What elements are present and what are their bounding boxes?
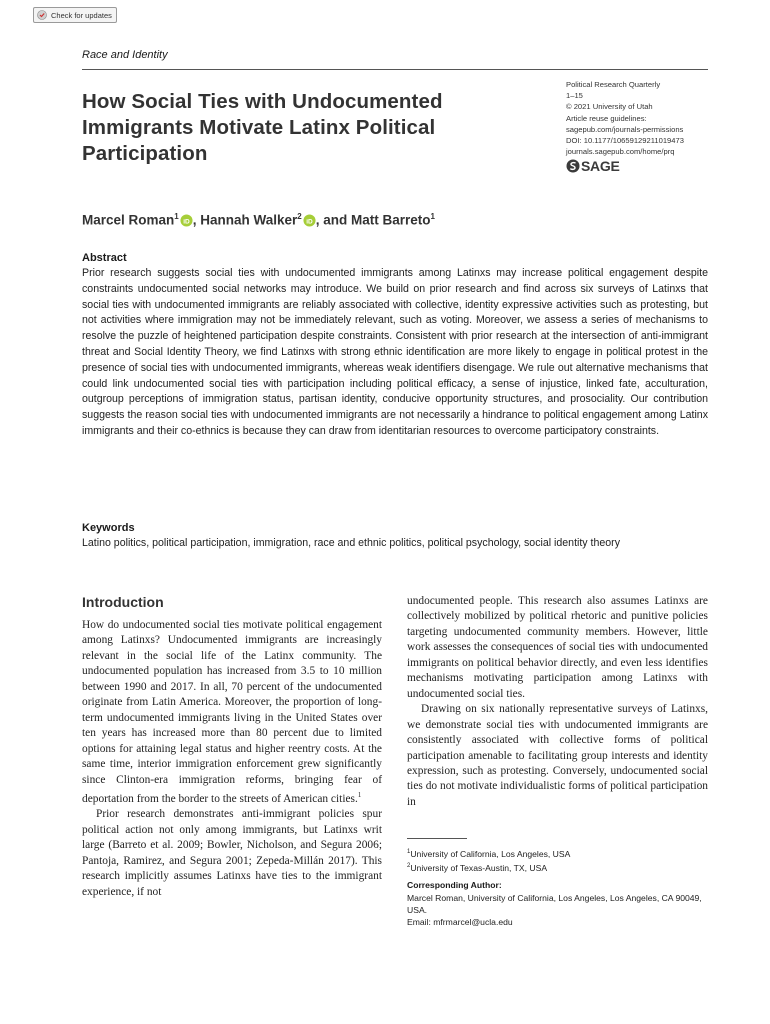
abstract-heading: Abstract	[82, 252, 127, 264]
orcid-icon[interactable]	[303, 214, 316, 227]
journal-pages: 1–15	[566, 91, 583, 101]
svg-text:iD: iD	[305, 217, 313, 225]
author-affiliation: 1	[174, 212, 179, 221]
introduction-heading: Introduction	[82, 594, 164, 610]
reuse-label: Article reuse guidelines:	[566, 113, 647, 123]
header-rule	[82, 69, 708, 70]
paragraph: Prior research demonstrates anti-immigrant policies spur political action not only among immigrants, but Latinxs writ large (Barreto et al. 2009; Bowler, Nicholson, and Segura 2006; Pantoja, Ramirez, and Segura 2001; Zepeda-Millán 2017). This research implicitly assumes Latinxs have ties to the immigrant experience, if not	[82, 808, 382, 898]
author-name: Matt Barreto	[351, 212, 431, 228]
footnote-ref[interactable]: 1	[357, 790, 362, 799]
section-label: Race and Identity	[82, 49, 168, 61]
body-column-left	[82, 618, 382, 900]
corresponding-author-details	[407, 892, 712, 928]
doi-link[interactable]: DOI: 10.1177/10659129211019473	[566, 136, 684, 146]
badge-label: Check for updates	[51, 10, 112, 20]
affiliation-text: University of Texas-Austin, TX, USA	[410, 862, 548, 873]
corresponding-author-email[interactable]: Email: mfrmarcel@ucla.edu	[407, 917, 513, 927]
author-affiliation: 1	[430, 212, 435, 221]
corresponding-author-address: Marcel Roman, University of California, Los Angeles, Los Angeles, CA 90049, USA.	[407, 893, 702, 915]
journal-copyright: © 2021 University of Utah	[566, 102, 653, 112]
sage-mark-icon	[566, 159, 580, 173]
affiliation-number: 1	[407, 849, 411, 855]
keywords-text: Latino politics, political participation, immigration, race and ethnic politics, political psychology, social identity theory	[82, 537, 620, 549]
author-separator: ,	[192, 212, 201, 228]
sage-wordmark: SAGE	[581, 158, 620, 174]
paragraph-text: How do undocumented social ties motivate political engagement among Latinxs? Undocumented immigrants are increasingly relevant in the social life of the Latinx community. The undocumented population has increased from 3.5 to 10 million between 1990 and 2017. In all, 70 percent of the undocumented originate from Latin America. Moreover, the proportion of long-term undocumented immigrants living in the United States over ten years has increased more than 80 percent due to limited options for attaining legal status and higher reentry costs. At the same time, interior immigration enforcement grew significantly since Clinton-era immigration reforms, bringing fear of deportation from the border to the streets of American cities.	[82, 619, 382, 805]
affiliation-number: 2	[407, 863, 411, 869]
journal-info	[566, 79, 726, 157]
check-for-updates-badge[interactable]	[33, 7, 117, 23]
abstract-text: Prior research suggests social ties with undocumented immigrants among Latinxs may increase political engagement despite constraints undocumented social networks may introduce. We build on prior research and find across six surveys of Latinxs that social ties with undocumented immigrants are reliably associated with collective, identity expressive activities such as protesting, but not activities where immigration may not be immediately relevant, such as voting. Moreover, we assess a series of mechanisms to resolve the puzzle of heightened participation despite constraints. Consistent with prior research at the intersection of anti-immigrant threat and Social Identity Theory, we find Latinxs with strong ethnic identification are more likely to engage in political protest in the presence of social ties with undocumented immigrants, whereas weak identifiers disengage. We rule out alternative mechanisms that could link undocumented social ties with participation including political efficacy, a sense of injustice, linked fate, acculturation, outgroup perceptions of immigration status, partisan identity, conducive opportunity structures, and prosociality. Our contribution suggests the reason social ties with undocumented immigrants are not necessarily a hindrance to political engagement among Latinx immigrants and their co-ethnics is because they can draw from identitarian resources to overcome participatory constraints.	[82, 267, 708, 437]
journal-home-link[interactable]: journals.sagepub.com/home/prq	[566, 147, 675, 157]
orcid-icon[interactable]	[180, 214, 193, 227]
svg-text:iD: iD	[182, 217, 190, 225]
journal-name: Political Research Quarterly	[566, 80, 661, 89]
author-name: Marcel Roman	[82, 212, 175, 228]
author-name: Hannah Walker	[200, 212, 298, 228]
keywords-heading: Keywords	[82, 522, 135, 534]
affiliation-note	[407, 860, 708, 874]
body-column-right	[407, 594, 708, 810]
paragraph: undocumented people. This research also assumes Latinxs are collectively mobilized by political rhetoric and punitive policies targeting undocumented community members. However, little work assesses the consequences of social ties with undocumented immigrants on political behavior directly, and even less identifies mechanisms motivating participation among Latinxs with undocumented social ties.	[407, 595, 708, 700]
author-list	[82, 212, 435, 228]
corresponding-author-heading: Corresponding Author:	[407, 880, 502, 890]
author-affiliation: 2	[297, 212, 302, 221]
article-title: How Social Ties with Undocumented Immigrants Motivate Latinx Political Participation	[82, 90, 443, 165]
affiliation-text: University of California, Los Angeles, USA	[410, 848, 571, 859]
paragraph	[82, 618, 382, 807]
sage-logo	[566, 157, 619, 175]
affiliation-note	[407, 846, 708, 860]
author-separator: , and	[315, 212, 351, 228]
crossmark-icon	[37, 10, 47, 20]
footnote-rule	[407, 838, 467, 839]
reuse-link[interactable]: sagepub.com/journals-permissions	[566, 124, 684, 134]
paragraph: Drawing on six nationally representative surveys of Latinxs, we demonstrate social ties with undocumented immigrants are consistently associated with collective forms of political participation amenable to facilitating group interests and identity expression, such as protesting. Conversely, undocumented social ties do not motivate individualistic forms of political participation in	[407, 703, 708, 808]
